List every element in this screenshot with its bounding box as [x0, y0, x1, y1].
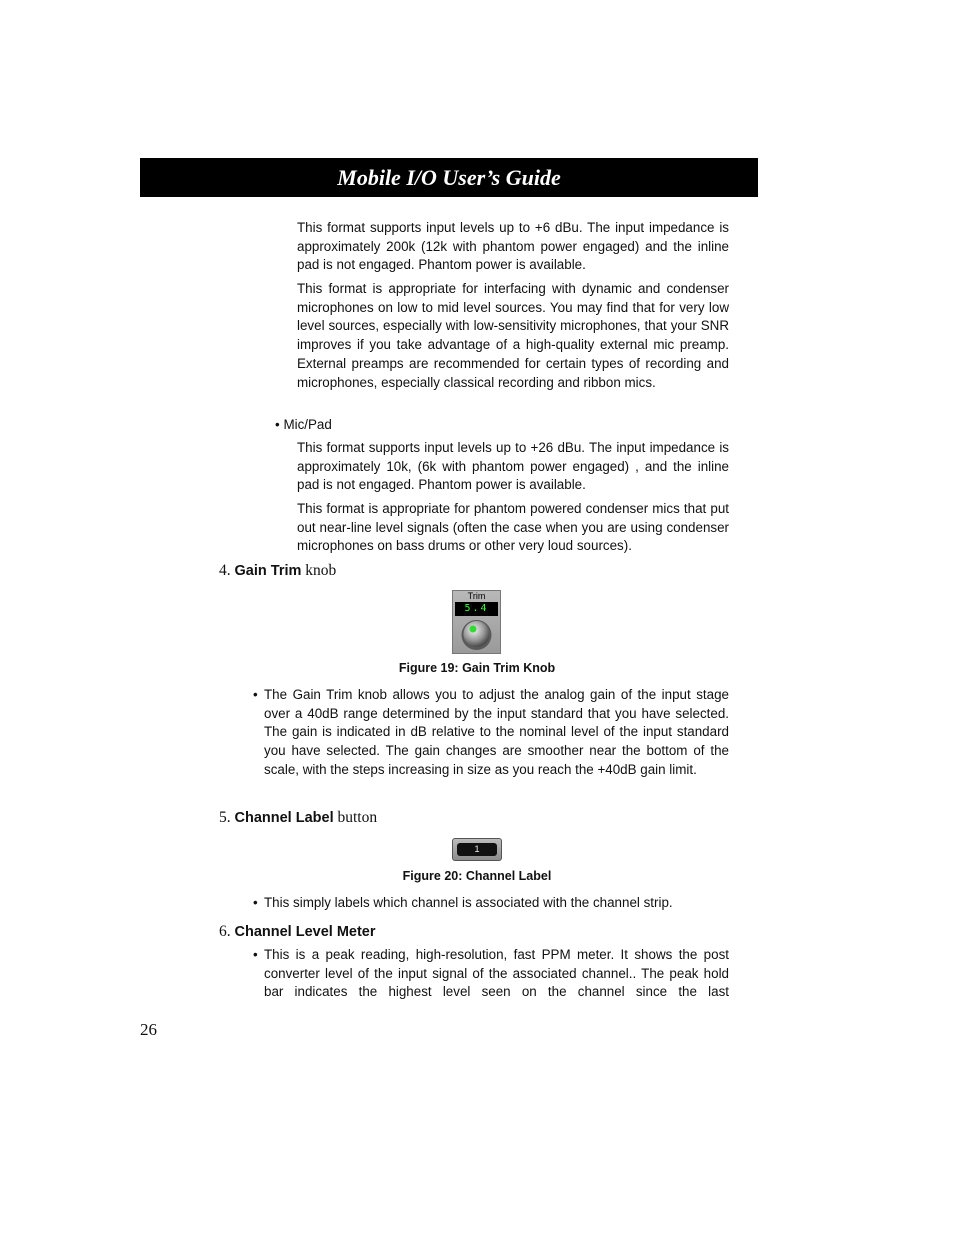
bullet-mic-pad — [275, 416, 332, 435]
page-title: Mobile I/O User’s Guide — [337, 164, 561, 190]
bullet-dot: • — [253, 895, 258, 910]
section-heading-channel-label: 5. Channel Label button — [219, 809, 378, 826]
figure-20-caption: Figure 20: Channel Label — [402, 869, 552, 883]
header-bar — [140, 158, 758, 197]
paragraph-dynamic-mics: This format is appropriate for interfacing with dynamic and condenser microphones on low to mid level sources. You may find that for very low level sources, especially with low-sensitivity microphones, that your SNR improves if you take advantage of a high-quality external mic preamp. External preamps are recommended for certain types of recording and microphones, especially classical recording and ribbon mics. — [297, 281, 729, 390]
paragraph-line-format-levels: This format supports input levels up to +6 dBu. The input impedance is approximately 200k (12k with phantom power engaged) and the inline pad is not engaged. Phantom power is available. — [297, 220, 729, 273]
paragraph-gain-trim: The Gain Trim knob allows you to adjust the analog gain of the input stage over a 40dB range determined by the input standard that you have selected. The gain is indicated in dB relative to the nominal level of the input standard you have selected. The gain changes are smoother near the bottom of the scale, with the steps increasing in size as you reach the +40dB gain limit. — [264, 687, 729, 777]
paragraph-mic-pad-levels: This format supports input levels up to +26 dBu. The input impedance is approximately 10k, (6k with phantom power engaged) , and the inline pad is not engaged. Phantom power is available. — [297, 440, 729, 493]
trim-value-display: 5.4 — [455, 602, 498, 616]
page-number: 26 — [140, 1020, 157, 1039]
bullet-dot: • — [253, 687, 258, 702]
trim-label: Trim — [467, 591, 486, 601]
bullet-mic-pad-label: Mic/Pad — [283, 417, 332, 432]
bullet-dot: • — [253, 947, 258, 962]
gain-trim-knob-figure — [452, 590, 501, 654]
channel-label-figure — [452, 838, 502, 861]
section-heading-channel-level-meter: 6. Channel Level Meter — [219, 923, 376, 940]
bullet-dot: • — [275, 417, 280, 432]
channel-label-value: 1 — [457, 843, 497, 856]
paragraph-channel-label: This simply labels which channel is associated with the channel strip. — [264, 895, 673, 910]
section-heading-gain-trim: 4. Gain Trim knob — [219, 562, 337, 579]
knob-icon — [460, 618, 493, 651]
paragraph-condenser-mics: This format is appropriate for phantom powered condenser mics that put out near-line level signals (often the case when you are using condenser microphones on bass drums or other very loud sources). — [297, 501, 729, 554]
figure-19-caption: Figure 19: Gain Trim Knob — [398, 661, 556, 675]
paragraph-channel-meter: This is a peak reading, high-resolution, fast PPM meter. It shows the post converter level of the input signal of the associated channel.. The peak hold bar indicates the highest level seen on the channel since the last — [264, 947, 729, 1000]
